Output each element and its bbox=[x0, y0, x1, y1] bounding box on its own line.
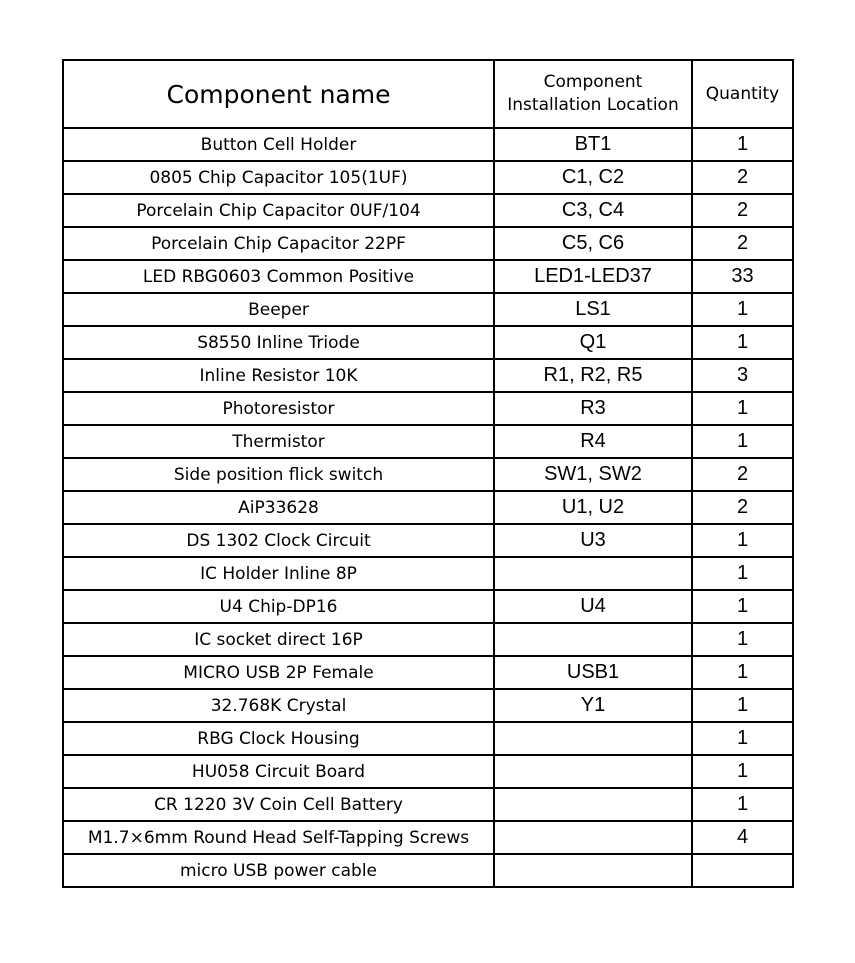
table-row bbox=[63, 854, 793, 887]
table-row bbox=[63, 227, 793, 260]
table-row bbox=[63, 425, 793, 458]
table-row bbox=[63, 293, 793, 326]
cell-installation-location: U4 bbox=[494, 590, 692, 623]
cell-installation-location: R3 bbox=[494, 392, 692, 425]
cell-component-name: CR 1220 3V Coin Cell Battery bbox=[63, 788, 494, 821]
cell-quantity: 3 bbox=[692, 359, 793, 392]
header-location-line1: Component bbox=[543, 72, 643, 92]
table-row bbox=[63, 689, 793, 722]
table-row bbox=[63, 524, 793, 557]
cell-component-name: Inline Resistor 10K bbox=[63, 359, 494, 392]
cell-quantity: 1 bbox=[692, 326, 793, 359]
cell-component-name: IC Holder Inline 8P bbox=[63, 557, 494, 590]
cell-quantity: 2 bbox=[692, 491, 793, 524]
cell-quantity: 1 bbox=[692, 392, 793, 425]
cell-component-name: 32.768K Crystal bbox=[63, 689, 494, 722]
cell-quantity: 1 bbox=[692, 293, 793, 326]
table-row bbox=[63, 590, 793, 623]
cell-installation-location bbox=[494, 623, 692, 656]
cell-quantity: 1 bbox=[692, 788, 793, 821]
header-quantity: Quantity bbox=[692, 60, 793, 128]
table-row bbox=[63, 161, 793, 194]
cell-quantity: 1 bbox=[692, 425, 793, 458]
cell-installation-location: C5, C6 bbox=[494, 227, 692, 260]
cell-installation-location: USB1 bbox=[494, 656, 692, 689]
cell-installation-location bbox=[494, 821, 692, 854]
cell-quantity: 1 bbox=[692, 722, 793, 755]
component-table bbox=[62, 59, 794, 888]
cell-quantity bbox=[692, 854, 793, 887]
cell-installation-location: LED1-LED37 bbox=[494, 260, 692, 293]
cell-component-name: Photoresistor bbox=[63, 392, 494, 425]
cell-quantity: 1 bbox=[692, 557, 793, 590]
cell-quantity: 1 bbox=[692, 689, 793, 722]
table-body bbox=[63, 128, 793, 887]
cell-component-name: Porcelain Chip Capacitor 22PF bbox=[63, 227, 494, 260]
table-row bbox=[63, 623, 793, 656]
table-row bbox=[63, 788, 793, 821]
cell-component-name: Beeper bbox=[63, 293, 494, 326]
cell-installation-location: Q1 bbox=[494, 326, 692, 359]
table-row bbox=[63, 557, 793, 590]
cell-installation-location bbox=[494, 755, 692, 788]
cell-quantity: 2 bbox=[692, 458, 793, 491]
cell-component-name: M1.7×6mm Round Head Self-Tapping Screws bbox=[63, 821, 494, 854]
cell-component-name: LED RBG0603 Common Positive bbox=[63, 260, 494, 293]
cell-installation-location: C1, C2 bbox=[494, 161, 692, 194]
cell-installation-location: R1, R2, R5 bbox=[494, 359, 692, 392]
cell-component-name: Porcelain Chip Capacitor 0UF/104 bbox=[63, 194, 494, 227]
cell-installation-location: U3 bbox=[494, 524, 692, 557]
cell-installation-location bbox=[494, 557, 692, 590]
table-header-row bbox=[63, 60, 793, 128]
cell-installation-location: LS1 bbox=[494, 293, 692, 326]
cell-quantity: 2 bbox=[692, 227, 793, 260]
cell-quantity: 1 bbox=[692, 623, 793, 656]
cell-installation-location: Y1 bbox=[494, 689, 692, 722]
cell-component-name: Button Cell Holder bbox=[63, 128, 494, 161]
cell-quantity: 33 bbox=[692, 260, 793, 293]
header-installation-location bbox=[494, 60, 692, 128]
cell-component-name: 0805 Chip Capacitor 105(1UF) bbox=[63, 161, 494, 194]
cell-component-name: micro USB power cable bbox=[63, 854, 494, 887]
cell-installation-location: BT1 bbox=[494, 128, 692, 161]
table-row bbox=[63, 491, 793, 524]
cell-component-name: S8550 Inline Triode bbox=[63, 326, 494, 359]
table-row bbox=[63, 821, 793, 854]
cell-component-name: AiP33628 bbox=[63, 491, 494, 524]
cell-quantity: 1 bbox=[692, 524, 793, 557]
cell-installation-location: C3, C4 bbox=[494, 194, 692, 227]
cell-component-name: RBG Clock Housing bbox=[63, 722, 494, 755]
cell-installation-location bbox=[494, 854, 692, 887]
cell-quantity: 2 bbox=[692, 194, 793, 227]
table-row bbox=[63, 260, 793, 293]
cell-installation-location: R4 bbox=[494, 425, 692, 458]
cell-quantity: 2 bbox=[692, 161, 793, 194]
cell-installation-location: SW1, SW2 bbox=[494, 458, 692, 491]
cell-component-name: Thermistor bbox=[63, 425, 494, 458]
table-row bbox=[63, 326, 793, 359]
cell-quantity: 1 bbox=[692, 128, 793, 161]
table-row bbox=[63, 359, 793, 392]
cell-component-name: MICRO USB 2P Female bbox=[63, 656, 494, 689]
table-row bbox=[63, 656, 793, 689]
cell-component-name: DS 1302 Clock Circuit bbox=[63, 524, 494, 557]
table-row bbox=[63, 458, 793, 491]
table-row bbox=[63, 194, 793, 227]
cell-quantity: 1 bbox=[692, 590, 793, 623]
header-location-line2: Installation Location bbox=[507, 95, 679, 115]
table-row bbox=[63, 755, 793, 788]
cell-quantity: 1 bbox=[692, 755, 793, 788]
table-row bbox=[63, 392, 793, 425]
cell-component-name: IC socket direct 16P bbox=[63, 623, 494, 656]
header-component-name: Component name bbox=[63, 60, 494, 128]
table-row bbox=[63, 128, 793, 161]
cell-installation-location bbox=[494, 722, 692, 755]
cell-installation-location: U1, U2 bbox=[494, 491, 692, 524]
table-row bbox=[63, 722, 793, 755]
cell-component-name: HU058 Circuit Board bbox=[63, 755, 494, 788]
cell-component-name: Side position flick switch bbox=[63, 458, 494, 491]
cell-quantity: 1 bbox=[692, 656, 793, 689]
cell-component-name: U4 Chip-DP16 bbox=[63, 590, 494, 623]
cell-installation-location bbox=[494, 788, 692, 821]
cell-quantity: 4 bbox=[692, 821, 793, 854]
